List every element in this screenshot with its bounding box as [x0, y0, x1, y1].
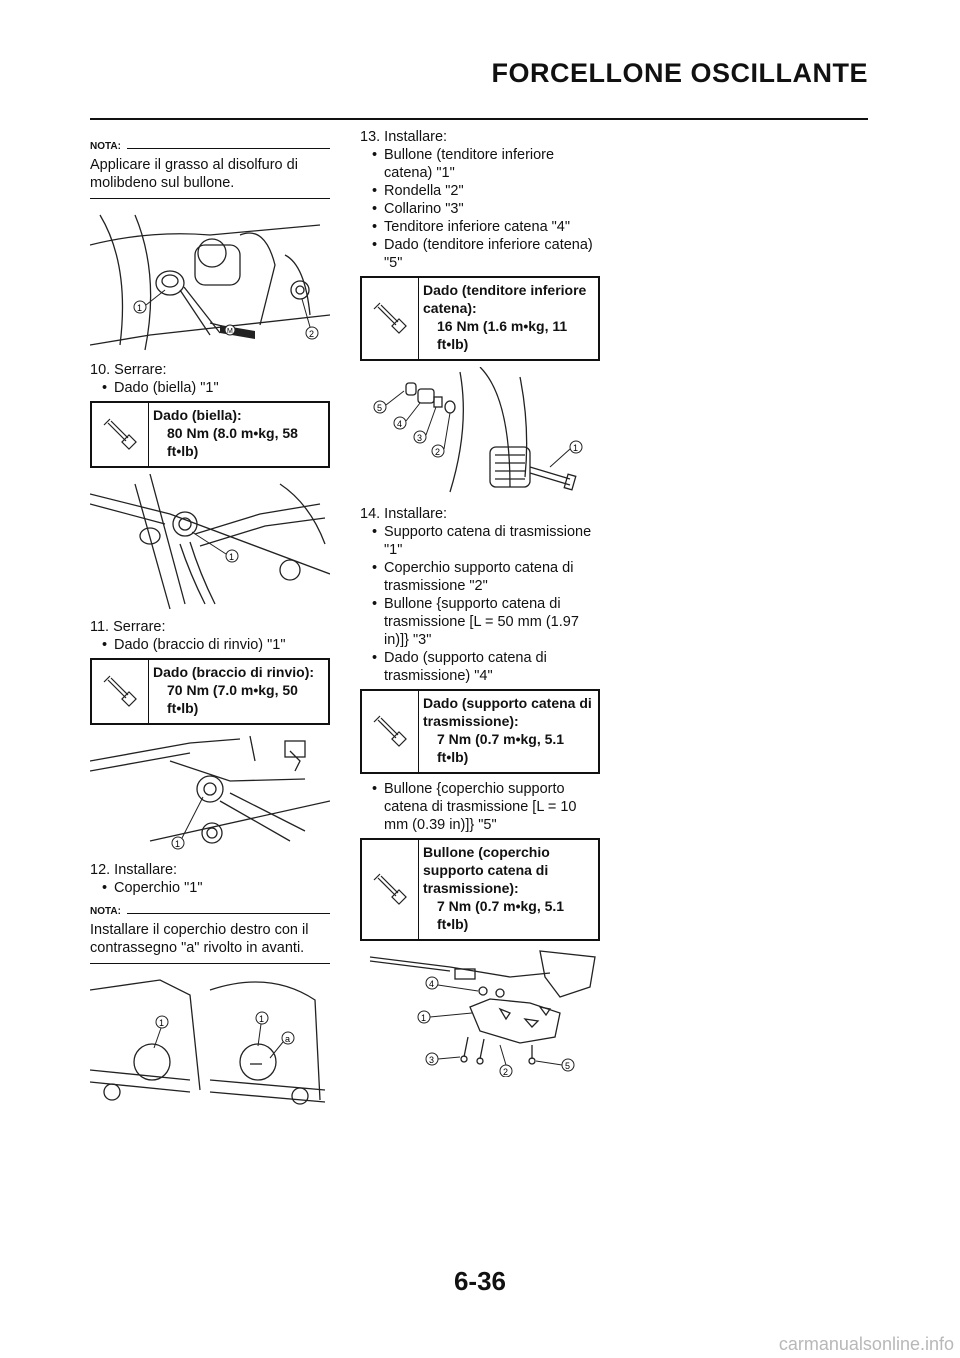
torque-spec-box — [360, 838, 600, 941]
figure-link-nut — [90, 205, 330, 355]
nota-header — [90, 905, 330, 919]
step-10-title: 10. Serrare: — [90, 362, 167, 378]
svg-text:5: 5 — [565, 1061, 571, 1071]
torque-wrench-icon — [92, 660, 149, 723]
spec-value: 7 Nm (0.7 m•kg, 5.1 ft•lb) — [437, 731, 565, 765]
spec-name: Bullone (coperchio supporto catena di trasmissione): — [423, 844, 550, 896]
list-item: • Dado (supporto catena di trasmissione) "4" — [360, 649, 600, 685]
torque-spec-box — [360, 689, 600, 774]
nota-label: NOTA: — [90, 906, 121, 917]
svg-text:1: 1 — [259, 1014, 265, 1024]
page-number: 6-36 — [453, 1266, 507, 1296]
page-title: FORCELLONE OSCILLANTE — [491, 58, 868, 88]
nota-text: Installare il coperchio destro con il contrassegno "a" rivolto in avanti. — [90, 919, 330, 964]
step-12-title: 12. Installare: — [90, 862, 178, 878]
torque-spec-box — [360, 276, 600, 361]
svg-text:2: 2 — [435, 447, 441, 457]
svg-text:2: 2 — [309, 329, 315, 339]
svg-text:1: 1 — [421, 1013, 427, 1023]
right-column — [360, 128, 600, 1083]
list-item: • Coperchio supporto catena di trasmissione "2" — [360, 559, 600, 595]
spec-value: 70 Nm (7.0 m•kg, 50 ft•lb) — [167, 682, 298, 716]
list-item: • Collarino "3" — [360, 200, 600, 218]
spec-value: 7 Nm (0.7 m•kg, 5.1 ft•lb) — [437, 898, 565, 932]
step-13-title: 13. Installare: — [360, 129, 448, 145]
spec-name: Dado (braccio di rinvio): — [153, 664, 315, 680]
torque-spec-box — [90, 658, 330, 725]
step-11-title: 11. Serrare: — [90, 619, 166, 635]
list-item: • Bullone {supporto catena di trasmissione [L = 50 mm (1.97 in)]} "3" — [360, 595, 600, 649]
svg-text:1: 1 — [175, 839, 181, 849]
figure-cover — [90, 970, 330, 1116]
figure-link-nut-detail — [90, 474, 330, 612]
watermark: carmanualsonline.info — [778, 1334, 954, 1354]
torque-spec-box — [90, 401, 330, 468]
nota-header — [90, 140, 330, 154]
list-item: • Rondella "2" — [360, 182, 600, 200]
svg-text:1: 1 — [229, 552, 235, 562]
torque-wrench-icon — [362, 691, 419, 772]
svg-text:4: 4 — [429, 979, 435, 989]
list-item: • Bullone (tenditore inferiore catena) "1" — [360, 146, 600, 182]
list-item: • Dado (braccio di rinvio) "1" — [90, 636, 330, 654]
torque-wrench-icon — [362, 278, 419, 359]
figure-chain-support — [360, 947, 600, 1077]
list-item: • Tenditore inferiore catena "4" — [360, 218, 600, 236]
list-item: • Coperchio "1" — [90, 879, 330, 897]
list-item: • Dado (tenditore inferiore catena) "5" — [360, 236, 600, 272]
nota-label: NOTA: — [90, 141, 121, 152]
svg-text:M: M — [227, 328, 233, 335]
svg-text:1: 1 — [159, 1018, 165, 1028]
spec-name: Dado (supporto catena di trasmissione): — [423, 695, 592, 729]
svg-text:1: 1 — [573, 443, 579, 453]
spec-name: Dado (biella): — [153, 407, 242, 423]
svg-text:3: 3 — [429, 1055, 435, 1065]
svg-text:2: 2 — [503, 1067, 509, 1077]
list-item: • Supporto catena di trasmissione "1" — [360, 523, 600, 559]
spec-value: 80 Nm (8.0 m•kg, 58 ft•lb) — [167, 425, 298, 459]
step-14-title: 14. Installare: — [360, 506, 448, 522]
svg-text:3: 3 — [417, 433, 423, 443]
nota-text: Applicare il grasso al disolfuro di molibdeno sul bullone. — [90, 154, 330, 199]
svg-text:1: 1 — [137, 303, 143, 313]
svg-text:a: a — [285, 1034, 291, 1044]
header-divider — [90, 118, 868, 120]
left-column — [90, 138, 330, 1122]
spec-value: 16 Nm (1.6 m•kg, 11 ft•lb) — [437, 318, 568, 352]
svg-text:4: 4 — [397, 419, 403, 429]
svg-text:5: 5 — [377, 403, 383, 413]
figure-chain-tensioner — [360, 367, 600, 499]
figure-relay-arm-nut — [90, 731, 330, 855]
spec-name: Dado (tenditore inferiore catena): — [423, 282, 587, 316]
torque-wrench-icon — [362, 840, 419, 939]
torque-wrench-icon — [92, 403, 149, 466]
list-item: • Dado (biella) "1" — [90, 379, 330, 397]
list-item: • Bullone {coperchio supporto catena di trasmissione [L = 10 mm (0.39 in)]} "5" — [360, 780, 600, 834]
